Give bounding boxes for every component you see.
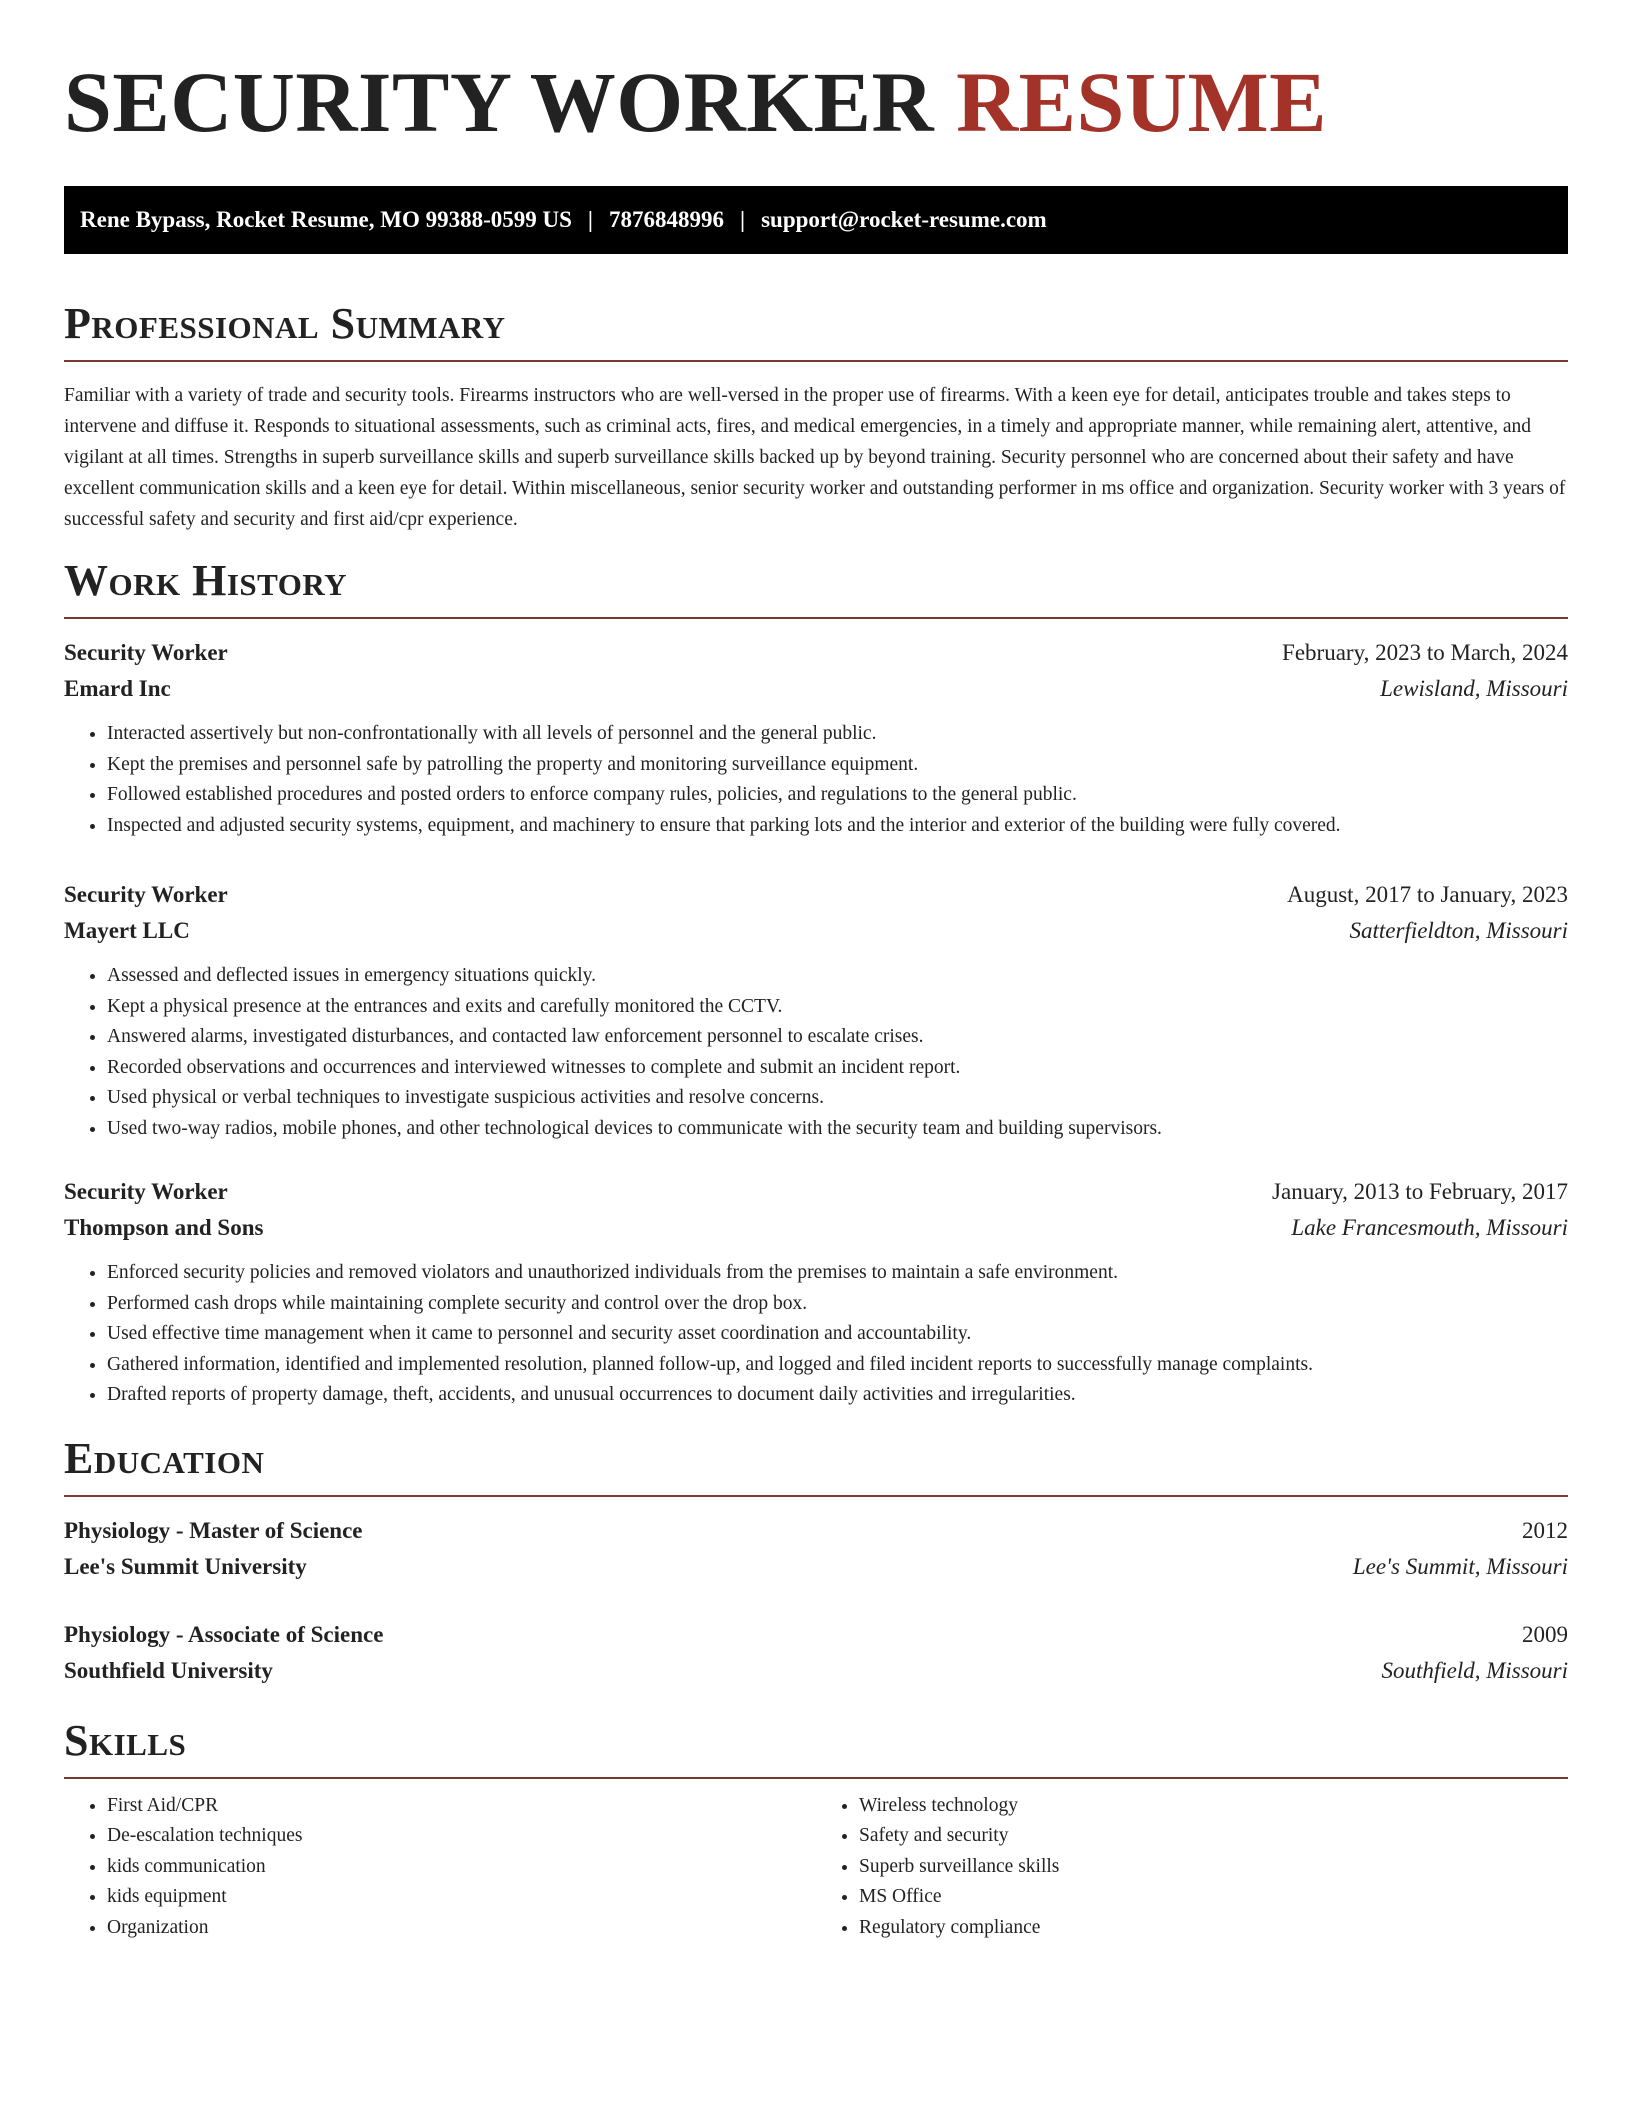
job-location: Satterfieldton, Missouri (1349, 918, 1568, 943)
contact-address: Rene Bypass, Rocket Resume, MO 99388-0599 US (80, 207, 572, 232)
list-item: • Recorded observations and occurrences and interviewed witnesses to complete and submit an incident report. (107, 1053, 1568, 1084)
job-location: Lake Francesmouth, Missouri (1291, 1215, 1568, 1240)
section-heading-education: Education (64, 1433, 265, 1483)
job-dates: August, 2017 to January, 2023 (1287, 882, 1568, 907)
skill-item: • kids equipment (107, 1882, 816, 1913)
contact-separator: | (740, 207, 746, 232)
skill-item: • De-escalation techniques (107, 1821, 816, 1852)
education-school-row (64, 1549, 1568, 1585)
section-heading-summary: Professional Summary (64, 299, 506, 348)
list-item: • Kept a physical presence at the entrances and exits and carefully monitored the CCTV. (107, 992, 1568, 1023)
job-company: Mayert LLC (64, 918, 190, 943)
job-bullets (64, 1258, 1568, 1411)
contact-phone: 7876848996 (609, 207, 724, 232)
list-item: • Enforced security policies and removed violators and unauthorized individuals from the premises to maintain a safe environment. (107, 1258, 1568, 1289)
skill-item: • Superb surveillance skills (859, 1852, 1568, 1883)
contact-separator: | (587, 207, 593, 232)
job-title: Security Worker (64, 1179, 228, 1204)
skill-item: • kids communication (107, 1852, 816, 1883)
skill-item: • First Aid/CPR (107, 1791, 816, 1822)
section-divider (64, 617, 1568, 619)
job-location: Lewisland, Missouri (1380, 676, 1568, 701)
contact-email: support@rocket-resume.com (761, 207, 1047, 232)
list-item: • Answered alarms, investigated disturbances, and contacted law enforcement personnel to escalate crises. (107, 1022, 1568, 1053)
list-item: • Drafted reports of property damage, theft, accidents, and unusual occurrences to document daily activities and irregularities. (107, 1380, 1568, 1411)
job-header-row (64, 877, 1568, 913)
education-year: 2012 (1522, 1517, 1568, 1543)
job-bullets (64, 719, 1568, 841)
education-school: Lee's Summit University (64, 1553, 307, 1579)
job-entry (64, 635, 1568, 841)
job-company-row (64, 671, 1568, 707)
list-item: • Kept the premises and personnel safe by patrolling the property and monitoring surveillance equipment. (107, 750, 1568, 781)
list-item: • Used two-way radios, mobile phones, and other technological devices to communicate with the security team and building supervisors. (107, 1114, 1568, 1145)
education-header-row (64, 1513, 1568, 1549)
skill-item: • Organization (107, 1913, 816, 1944)
list-item: • Inspected and adjusted security systems, equipment, and machinery to ensure that parking lots and the interior and exterior of the building were fully covered. (107, 811, 1568, 842)
education-school-row (64, 1653, 1568, 1689)
skill-item: • Safety and security (859, 1821, 1568, 1852)
summary-text: Familiar with a variety of trade and security tools. Firearms instructors who are well-versed in the proper use of firearms. With a keen eye for detail, anticipates trouble and takes steps to intervene and diffuse it. Responds to situational assessments, such as criminal acts, fires, and medical emergencies, in a timely and appropriate manner, while remaining alert, attentive, and vigilant at all times. Strengths in superb surveillance skills and superb surveillance skills backed up by beyond training. Security personnel who are concerned about their safety and have excellent communication skills and a keen eye for detail. Within miscellaneous, senior security worker and outstanding performer in ms office and organization. Security worker with 3 years of successful safety and security and first aid/cpr experience. (64, 385, 1566, 530)
education-entry (64, 1513, 1568, 1585)
resume-title (64, 56, 1568, 148)
skill-item: • Regulatory compliance (859, 1913, 1568, 1944)
job-title: Security Worker (64, 640, 228, 665)
section-divider (64, 360, 1568, 362)
job-header-row (64, 1174, 1568, 1210)
list-item: • Performed cash drops while maintaining complete security and control over the drop box. (107, 1289, 1568, 1320)
section-heading-skills: Skills (64, 1715, 187, 1765)
job-entry (64, 877, 1568, 1144)
list-item: • Used physical or verbal techniques to investigate suspicious activities and resolve concerns. (107, 1083, 1568, 1114)
job-bullets (64, 961, 1568, 1144)
list-item: • Assessed and deflected issues in emergency situations quickly. (107, 961, 1568, 992)
summary-section (64, 298, 1568, 535)
education-section (64, 1433, 1568, 1689)
section-heading-work-history: Work History (64, 556, 348, 605)
title-part-1: SECURITY WORKER (64, 54, 935, 150)
job-company: Thompson and Sons (64, 1215, 264, 1240)
job-company-row (64, 1210, 1568, 1246)
section-divider (64, 1777, 1568, 1779)
list-item: • Used effective time management when it came to personnel and security asset coordination and accountability. (107, 1319, 1568, 1350)
work-history-section (64, 555, 1568, 1411)
list-item: • Gathered information, identified and implemented resolution, planned follow-up, and logged and filed incident reports to successfully manage complaints. (107, 1350, 1568, 1381)
education-school: Southfield University (64, 1657, 273, 1683)
list-item: • Interacted assertively but non-confrontationally with all levels of personnel and the general public. (107, 719, 1568, 750)
section-divider (64, 1495, 1568, 1497)
job-header-row (64, 635, 1568, 671)
education-location: Lee's Summit, Missouri (1352, 1553, 1568, 1579)
skills-list-left (64, 1791, 816, 1944)
job-company-row (64, 913, 1568, 949)
skill-item: • Wireless technology (859, 1791, 1568, 1822)
education-header-row (64, 1617, 1568, 1653)
job-company: Emard Inc (64, 676, 171, 701)
title-part-2: RESUME (956, 54, 1327, 150)
job-title: Security Worker (64, 882, 228, 907)
skills-columns (64, 1791, 1568, 1944)
education-degree: Physiology - Associate of Science (64, 1621, 384, 1647)
education-location: Southfield, Missouri (1381, 1657, 1568, 1683)
skills-section (64, 1715, 1568, 1944)
job-dates: February, 2023 to March, 2024 (1282, 640, 1568, 665)
contact-bar (64, 186, 1568, 254)
list-item: • Followed established procedures and posted orders to enforce company rules, policies, and regulations to the general public. (107, 780, 1568, 811)
job-dates: January, 2013 to February, 2017 (1272, 1179, 1568, 1204)
education-degree: Physiology - Master of Science (64, 1517, 363, 1543)
job-entry (64, 1174, 1568, 1411)
education-entry (64, 1617, 1568, 1689)
skills-list-right (816, 1791, 1568, 1944)
education-year: 2009 (1522, 1621, 1568, 1647)
skill-item: • MS Office (859, 1882, 1568, 1913)
